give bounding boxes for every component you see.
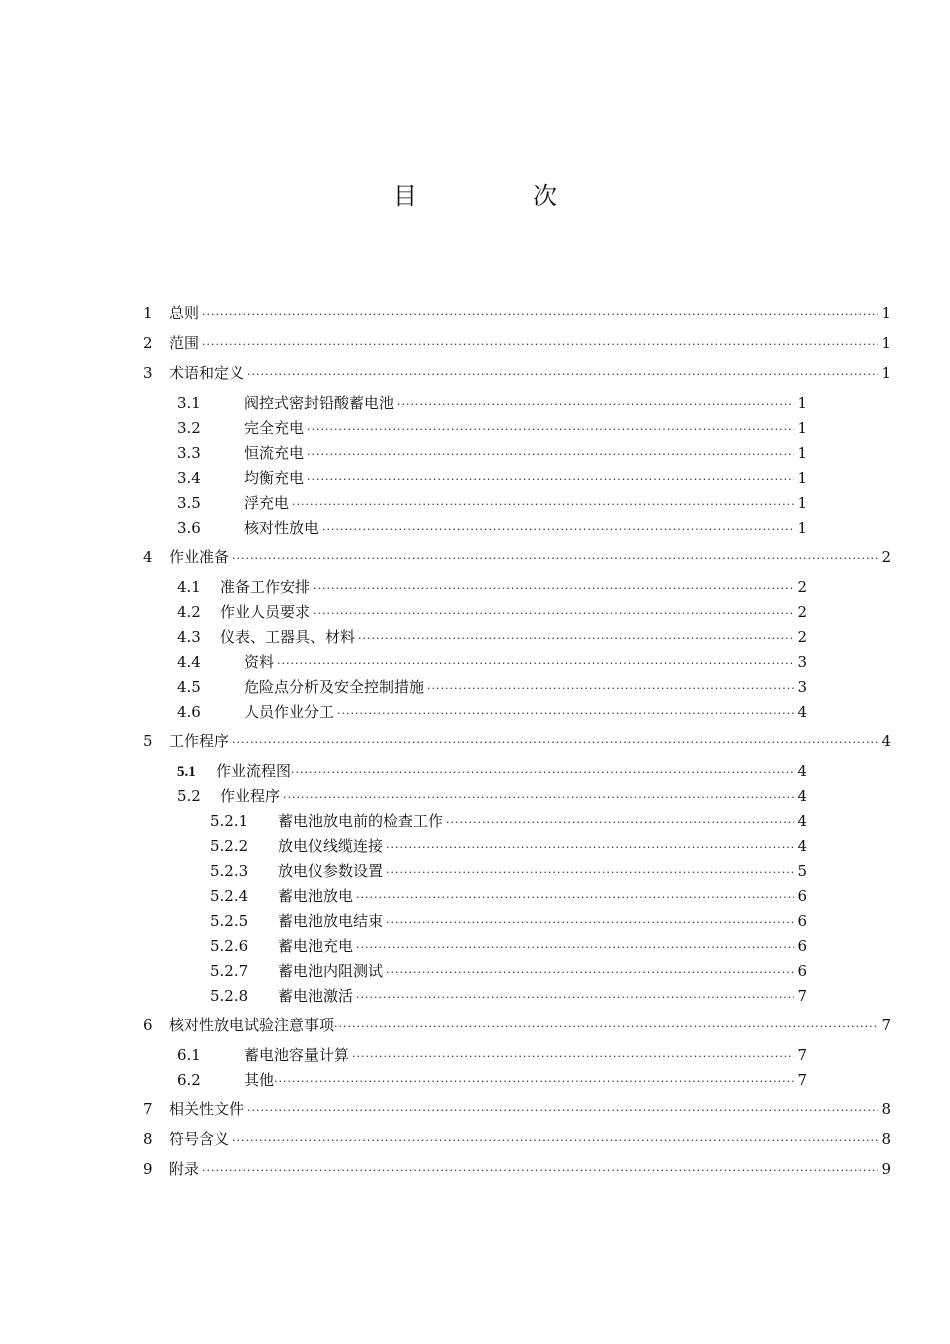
toc-entry-number: 6.2 bbox=[177, 1071, 201, 1089]
toc-entry-label: 作业准备 bbox=[169, 548, 230, 566]
toc-entry-number: 3.5 bbox=[177, 494, 201, 512]
toc-entry-page: 4 bbox=[797, 703, 807, 721]
toc-entry-page: 9 bbox=[881, 1160, 891, 1178]
toc-leader-dots bbox=[356, 887, 794, 909]
toc-entry-number: 3 bbox=[143, 364, 153, 382]
toc-entry-number: 8 bbox=[143, 1130, 153, 1148]
toc-entry-page: 6 bbox=[797, 937, 807, 955]
toc-entry-label: 蓄电池放电结束 bbox=[278, 912, 384, 930]
toc-entry[interactable] bbox=[177, 417, 807, 439]
toc-entry-label: 蓄电池内阻测试 bbox=[278, 962, 384, 980]
toc-entry[interactable] bbox=[177, 467, 807, 489]
page-title: 目 次 bbox=[393, 182, 603, 210]
toc-entry-page: 5 bbox=[797, 862, 807, 880]
toc-entry[interactable] bbox=[177, 517, 807, 539]
toc-entry-page: 2 bbox=[797, 578, 807, 596]
toc-entry-page: 4 bbox=[881, 732, 891, 750]
toc-entry-number: 5.2.5 bbox=[210, 912, 249, 930]
toc-entry[interactable] bbox=[143, 362, 891, 384]
toc-entry[interactable] bbox=[143, 1158, 891, 1180]
toc-entry-number: 5 bbox=[143, 732, 153, 750]
toc-leader-dots bbox=[356, 987, 794, 1009]
toc-entry-page: 8 bbox=[881, 1100, 891, 1118]
toc-entry-page: 6 bbox=[797, 962, 807, 980]
toc-entry[interactable] bbox=[177, 701, 807, 723]
toc-entry-number: 9 bbox=[143, 1160, 153, 1178]
toc-leader-dots bbox=[202, 304, 878, 326]
toc-entry-label: 人员作业分工 bbox=[244, 703, 335, 721]
toc-entry-label: 符号含义 bbox=[169, 1130, 230, 1148]
toc-leader-dots bbox=[427, 678, 794, 700]
toc-entry[interactable] bbox=[177, 1069, 807, 1091]
toc-entry[interactable] bbox=[177, 676, 807, 698]
toc-entry-page: 3 bbox=[797, 678, 807, 696]
toc-entry-number: 2 bbox=[143, 334, 153, 352]
toc-entry-number: 5.2.6 bbox=[210, 937, 249, 955]
toc-leader-dots bbox=[334, 1016, 878, 1038]
toc-entry-label: 阀控式密封铅酸蓄电池 bbox=[244, 394, 395, 412]
toc-leader-dots bbox=[283, 787, 794, 809]
toc-leader-dots bbox=[247, 1100, 878, 1122]
toc-entry-label: 工作程序 bbox=[169, 732, 230, 750]
toc-entry-number: 3.3 bbox=[177, 444, 201, 462]
toc-entry-page: 4 bbox=[797, 762, 807, 780]
toc-leader-dots bbox=[313, 603, 794, 625]
toc-entry-page: 1 bbox=[797, 494, 807, 512]
toc-entry-page: 4 bbox=[797, 837, 807, 855]
toc-entry-label: 相关性文件 bbox=[169, 1100, 245, 1118]
toc-entry[interactable] bbox=[143, 1128, 891, 1150]
toc-entry[interactable] bbox=[177, 785, 807, 807]
toc-entry-number: 5.1 bbox=[177, 764, 196, 780]
toc-entry-label: 其他 bbox=[244, 1071, 275, 1089]
toc-leader-dots bbox=[313, 578, 794, 600]
toc-entry[interactable] bbox=[177, 576, 807, 598]
toc-leader-dots bbox=[446, 812, 794, 834]
toc-entry-page: 2 bbox=[881, 548, 891, 566]
toc-entry[interactable] bbox=[210, 860, 807, 882]
toc-entry-number: 3.4 bbox=[177, 469, 201, 487]
toc-entry-page: 1 bbox=[797, 444, 807, 462]
toc-entry[interactable] bbox=[210, 935, 807, 957]
toc-entry-label: 核对性放电试验注意事项 bbox=[169, 1016, 335, 1034]
toc-entry-page: 3 bbox=[797, 653, 807, 671]
toc-leader-dots bbox=[356, 937, 794, 959]
toc-entry-label: 蓄电池充电 bbox=[278, 937, 354, 955]
toc-entry-label: 蓄电池放电前的检查工作 bbox=[278, 812, 444, 830]
toc-entry-label: 资料 bbox=[244, 653, 275, 671]
toc-entry-number: 4.6 bbox=[177, 703, 201, 721]
toc-entry-label: 仪表、工器具、材料 bbox=[220, 628, 356, 646]
toc-leader-dots bbox=[232, 1130, 878, 1152]
toc-entry-label: 作业流程图 bbox=[216, 762, 292, 780]
toc-entry[interactable] bbox=[143, 546, 891, 568]
toc-leader-dots bbox=[322, 519, 794, 541]
toc-entry-label: 均衡充电 bbox=[244, 469, 305, 487]
toc-entry-number: 6.1 bbox=[177, 1046, 201, 1064]
toc-entry-label: 作业人员要求 bbox=[220, 603, 311, 621]
toc-entry-number: 5.2 bbox=[177, 787, 201, 805]
toc-entry[interactable] bbox=[143, 332, 891, 354]
toc-entry-number: 4 bbox=[143, 548, 153, 566]
toc-entry-number: 5.2.4 bbox=[210, 887, 249, 905]
toc-entry-page: 1 bbox=[797, 519, 807, 537]
toc-leader-dots bbox=[277, 653, 794, 675]
toc-entry-label: 蓄电池激活 bbox=[278, 987, 354, 1005]
toc-entry-label: 附录 bbox=[169, 1160, 200, 1178]
toc-entry[interactable] bbox=[177, 442, 807, 464]
toc-entry-page: 2 bbox=[797, 628, 807, 646]
toc-leader-dots bbox=[291, 762, 794, 784]
toc-entry-label: 作业程序 bbox=[220, 787, 281, 805]
toc-leader-dots bbox=[386, 862, 794, 884]
toc-entry[interactable] bbox=[177, 651, 807, 673]
toc-entry-number: 4.1 bbox=[177, 578, 201, 596]
toc-entry[interactable] bbox=[210, 960, 807, 982]
toc-entry-label: 总则 bbox=[169, 304, 200, 322]
toc-entry-page: 6 bbox=[797, 912, 807, 930]
toc-entry-page: 4 bbox=[797, 787, 807, 805]
toc-leader-dots bbox=[358, 628, 794, 650]
toc-leader-dots bbox=[274, 1071, 794, 1093]
toc-entry[interactable] bbox=[177, 492, 807, 514]
toc-entry-number: 1 bbox=[143, 304, 153, 322]
toc-entry-page: 1 bbox=[797, 469, 807, 487]
toc-leader-dots bbox=[386, 912, 794, 934]
toc-entry-number: 5.2.8 bbox=[210, 987, 249, 1005]
toc-entry-number: 4.3 bbox=[177, 628, 201, 646]
toc-leader-dots bbox=[337, 703, 794, 725]
toc-entry-page: 1 bbox=[797, 419, 807, 437]
toc-entry-number: 5.2.7 bbox=[210, 962, 249, 980]
toc-entry-number: 3.1 bbox=[177, 394, 201, 412]
toc-entry[interactable] bbox=[143, 1098, 891, 1120]
toc-leader-dots bbox=[352, 1046, 794, 1068]
toc-entry[interactable] bbox=[143, 730, 891, 752]
toc-entry-number: 4.4 bbox=[177, 653, 201, 671]
toc-entry-page: 1 bbox=[797, 394, 807, 412]
toc-entry-page: 4 bbox=[797, 812, 807, 830]
toc-entry[interactable] bbox=[177, 392, 807, 414]
toc-entry-label: 浮充电 bbox=[244, 494, 290, 512]
toc-entry-number: 7 bbox=[143, 1100, 153, 1118]
toc-leader-dots bbox=[386, 837, 794, 859]
toc-entry-label: 放电仪线缆连接 bbox=[278, 837, 384, 855]
toc-entry-label: 完全充电 bbox=[244, 419, 305, 437]
toc-entry-label: 恒流充电 bbox=[244, 444, 305, 462]
toc-leader-dots bbox=[386, 962, 794, 984]
toc-leader-dots bbox=[202, 334, 878, 356]
toc-entry-label: 蓄电池容量计算 bbox=[244, 1046, 350, 1064]
toc-leader-dots bbox=[232, 548, 878, 570]
toc-entry[interactable] bbox=[210, 835, 807, 857]
toc-entry-page: 1 bbox=[881, 364, 891, 382]
toc-entry-number: 4.2 bbox=[177, 603, 201, 621]
toc-entry-label: 危险点分析及安全控制措施 bbox=[244, 678, 425, 696]
toc-entry-page: 7 bbox=[797, 987, 807, 1005]
toc-entry-number: 5.2.1 bbox=[210, 812, 249, 830]
toc-entry-label: 术语和定义 bbox=[169, 364, 245, 382]
toc-entry[interactable] bbox=[210, 810, 807, 832]
toc-entry[interactable] bbox=[143, 1014, 891, 1036]
toc-entry-page: 8 bbox=[881, 1130, 891, 1148]
toc-entry-label: 准备工作安排 bbox=[220, 578, 311, 596]
toc-entry-label: 核对性放电 bbox=[244, 519, 320, 537]
toc-leader-dots bbox=[232, 732, 878, 754]
toc-entry-number: 5.2.2 bbox=[210, 837, 249, 855]
toc-entry-label: 放电仪参数设置 bbox=[278, 862, 384, 880]
toc-entry[interactable] bbox=[177, 601, 807, 623]
toc-leader-dots bbox=[307, 469, 794, 491]
toc-entry-number: 4.5 bbox=[177, 678, 201, 696]
toc-entry[interactable] bbox=[210, 885, 807, 907]
toc-entry[interactable] bbox=[177, 760, 807, 782]
toc-entry[interactable] bbox=[177, 626, 807, 648]
toc-leader-dots bbox=[202, 1160, 878, 1182]
toc-entry-page: 6 bbox=[797, 887, 807, 905]
toc-entry-page: 7 bbox=[797, 1046, 807, 1064]
toc-leader-dots bbox=[397, 394, 794, 416]
toc-entry-number: 3.2 bbox=[177, 419, 201, 437]
toc-entry-page: 2 bbox=[797, 603, 807, 621]
toc-entry-label: 范围 bbox=[169, 334, 200, 352]
toc-entry-page: 7 bbox=[881, 1016, 891, 1034]
toc-entry-page: 1 bbox=[881, 334, 891, 352]
toc-leader-dots bbox=[307, 444, 794, 466]
toc-entry[interactable] bbox=[210, 910, 807, 932]
toc-entry[interactable] bbox=[177, 1044, 807, 1066]
toc-leader-dots bbox=[307, 419, 794, 441]
toc-entry-page: 1 bbox=[881, 304, 891, 322]
toc-entry-label: 蓄电池放电 bbox=[278, 887, 354, 905]
toc-entry-number: 3.6 bbox=[177, 519, 201, 537]
toc-leader-dots bbox=[247, 364, 878, 386]
toc-entry[interactable] bbox=[143, 302, 891, 324]
toc-leader-dots bbox=[292, 494, 794, 516]
toc-entry-number: 5.2.3 bbox=[210, 862, 249, 880]
toc-entry[interactable] bbox=[210, 985, 807, 1007]
toc-entry-page: 7 bbox=[797, 1071, 807, 1089]
toc-entry-number: 6 bbox=[143, 1016, 153, 1034]
